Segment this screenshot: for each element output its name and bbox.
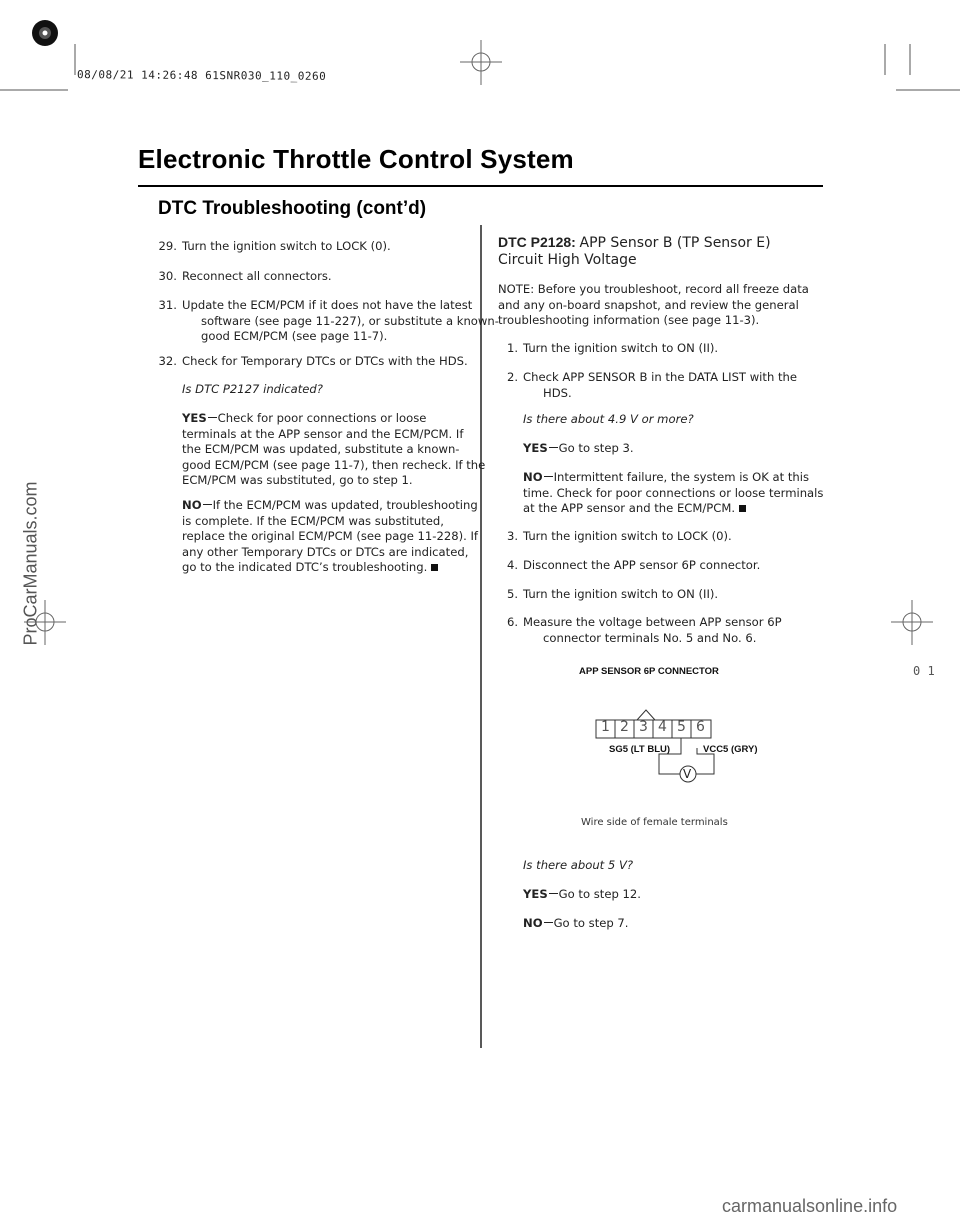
step-number: 1. bbox=[506, 341, 518, 355]
step-text: Disconnect the APP sensor 6P connector. bbox=[523, 558, 761, 572]
yes-text: Go to step 3. bbox=[558, 441, 634, 455]
step-number: 32. bbox=[158, 354, 177, 368]
step-number: 29. bbox=[158, 239, 177, 253]
yes-text: Go to step 12. bbox=[558, 887, 641, 901]
footer-watermark: carmanualsonline.info bbox=[722, 1196, 898, 1216]
pin-5: 5 bbox=[677, 719, 686, 735]
pin-labels bbox=[596, 721, 711, 739]
step-number: 3. bbox=[506, 529, 518, 543]
no-text: Go to step 7. bbox=[553, 916, 629, 930]
connector-title: APP SENSOR 6P CONNECTOR bbox=[579, 666, 719, 677]
yes-label: YES bbox=[523, 887, 548, 901]
step-text: Turn the ignition switch to LOCK (0). bbox=[523, 529, 732, 543]
yes-branch bbox=[523, 441, 634, 457]
dtc-heading bbox=[498, 235, 771, 269]
dash bbox=[203, 504, 212, 505]
no-branch bbox=[182, 498, 478, 576]
note-text: troubleshooting information (see page 11-3). bbox=[498, 313, 760, 327]
yes-text: terminals at the APP sensor and the ECM/PCM. If bbox=[182, 426, 464, 441]
no-text: If the ECM/PCM was updated, troubleshooting bbox=[212, 498, 478, 512]
diagram-caption: Wire side of female terminals bbox=[581, 817, 728, 828]
step-text: Update the ECM/PCM if it does not have the latest bbox=[182, 298, 473, 312]
pin-3: 3 bbox=[639, 719, 648, 735]
side-watermark: ProCarManuals.com bbox=[20, 481, 41, 646]
step-text: HDS. bbox=[543, 385, 572, 400]
wire-label-sg5: SG5 (LT BLU) bbox=[609, 744, 671, 755]
dash bbox=[544, 922, 553, 923]
step-text: software (see page 11-227), or substitute a known- bbox=[201, 313, 499, 328]
no-text: is complete. If the ECM/PCM was substituted, bbox=[182, 513, 444, 528]
pin-2: 2 bbox=[620, 719, 629, 735]
voltmeter-icon: V bbox=[683, 767, 692, 781]
no-text: any other Temporary DTCs or DTCs are indicated, bbox=[182, 544, 469, 559]
step-text: Reconnect all connectors. bbox=[182, 269, 332, 283]
yes-branch bbox=[523, 887, 641, 903]
step-text: Measure the voltage between APP sensor 6P bbox=[523, 615, 782, 629]
no-label: NO bbox=[523, 916, 543, 930]
step-number: 6. bbox=[506, 615, 518, 629]
no-text: go to the indicated DTC’s troubleshooting. bbox=[182, 560, 428, 574]
yes-branch bbox=[182, 411, 485, 489]
pin-4: 4 bbox=[658, 719, 667, 735]
pin-1: 1 bbox=[601, 719, 610, 735]
step-number: 5. bbox=[506, 587, 518, 601]
question-p2127: Is DTC P2127 indicated? bbox=[182, 382, 323, 396]
question-5v: Is there about 5 V? bbox=[523, 858, 634, 872]
no-text: time. Check for poor connections or loose terminals bbox=[523, 485, 824, 500]
dtc-title: APP Sensor B (TP Sensor E) bbox=[579, 235, 771, 251]
yes-text: Check for poor connections or loose bbox=[217, 411, 427, 425]
step-text: connector terminals No. 5 and No. 6. bbox=[543, 630, 757, 645]
print-timestamp: 08/08/21 14:26:48 61SNR030_110_0260 bbox=[76, 68, 327, 83]
yes-label: YES bbox=[182, 411, 207, 425]
no-text: at the APP sensor and the ECM/PCM. bbox=[523, 501, 736, 515]
title-rule bbox=[138, 185, 823, 187]
step-text: Turn the ignition switch to LOCK (0). bbox=[182, 239, 391, 253]
step-text: good ECM/PCM (see page 11-7). bbox=[201, 329, 388, 343]
dtc-title: Circuit High Voltage bbox=[498, 252, 637, 268]
no-label: NO bbox=[523, 470, 543, 484]
dash bbox=[208, 417, 217, 418]
note-text: NOTE: Before you troubleshoot, record all freeze data bbox=[498, 282, 809, 296]
note-text: and any on-board snapshot, and review the general bbox=[498, 297, 799, 312]
step-text: Turn the ignition switch to ON (II). bbox=[523, 587, 719, 601]
step-number: 2. bbox=[506, 370, 518, 384]
question-4-9v: Is there about 4.9 V or more? bbox=[523, 412, 694, 426]
step-number: 30. bbox=[158, 269, 177, 283]
step-text: Check APP SENSOR B in the DATA LIST with the bbox=[523, 370, 798, 384]
page-title: Electronic Throttle Control System bbox=[138, 144, 574, 174]
dash bbox=[544, 476, 553, 477]
no-label: NO bbox=[182, 498, 202, 512]
no-text: Intermittent failure, the system is OK at this bbox=[553, 470, 810, 484]
dash bbox=[549, 893, 558, 894]
corner-mark: 0 1 bbox=[913, 664, 935, 678]
dtc-code: DTC P2128: bbox=[498, 234, 576, 250]
yes-text: the ECM/PCM was updated, substitute a known- bbox=[182, 442, 460, 456]
end-mark-icon bbox=[739, 505, 746, 512]
yes-label: YES bbox=[523, 441, 548, 455]
yes-text: good ECM/PCM (see page 11-7), then recheck. If the bbox=[182, 457, 486, 472]
end-mark-icon bbox=[431, 564, 438, 571]
pin-6: 6 bbox=[696, 719, 705, 735]
note bbox=[498, 282, 809, 329]
step-number: 4. bbox=[506, 558, 518, 572]
step-number: 31. bbox=[158, 298, 177, 312]
dash bbox=[549, 447, 558, 448]
no-text: replace the original ECM/PCM (see page 11-228). If bbox=[182, 529, 478, 543]
yes-text: ECM/PCM was substituted, go to step 1. bbox=[182, 473, 413, 487]
no-branch bbox=[523, 470, 823, 517]
step-text: Check for Temporary DTCs or DTCs with the HDS. bbox=[182, 354, 468, 368]
step-text: Turn the ignition switch to ON (II). bbox=[523, 341, 719, 355]
wire-label-vcc5: VCC5 (GRY) bbox=[703, 744, 758, 755]
no-branch bbox=[523, 916, 628, 932]
section-title: DTC Troubleshooting (cont’d) bbox=[158, 198, 427, 219]
